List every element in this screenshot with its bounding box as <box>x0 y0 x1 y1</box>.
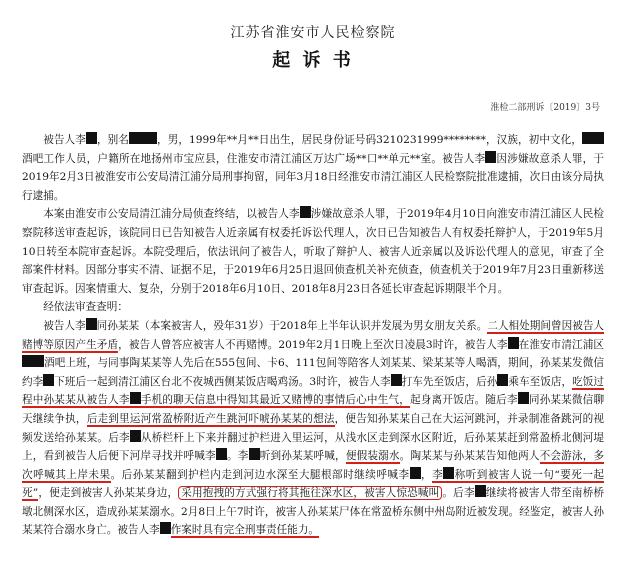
text-run: 打车先至饭店，后孙 <box>401 375 498 388</box>
text-run: ， <box>420 468 433 481</box>
text-run: 酒吧工作人员，户籍所在地扬州市宝应县，住淮安市清江浦区万达广场**口**单元**室。被告人李 <box>22 152 486 165</box>
text-run: 。后孙某某翻到护栏内走到河边水深至大腿根部时继续呼喊李 <box>110 468 410 481</box>
text-run: ，男，1999年**月**日出生，居民身份证号码3210231999********，汉族，初中文化， <box>156 134 583 146</box>
redaction-block <box>130 430 141 442</box>
highlighted-phrase: 便假装溺水 <box>345 450 400 463</box>
issuing-organization: 江苏省淮安市人民检察院 <box>230 25 396 41</box>
text-run: 。李 <box>226 450 249 463</box>
redaction-block <box>216 448 227 460</box>
text-run: 酒吧上班，与同事陶某某等人先后在555包间、卡6、111包间等陪客人刘某某、梁某某等人喝酒，期间，孙某某发微信约李 <box>22 357 604 388</box>
text-run: 涉嫌故意杀人罪，于2019年4月10日向淮安市清江浦区人民检察院移送审查起诉，该院同日已告知被告人近亲属有权委托诉讼代理人，次日已告知被告人有权委托辩护人，于2019年5月10日转至本院审查起诉。本院受理后，依法讯问了被告人，听取了辩护人、被害人近亲属以及诉讼代理人的意见，审查了全部案件材料。因部分事实不清、证据不足，于2019年6月25日退回侦查机关补充侦查，侦查机关于2019年7月23日重新移送审查起诉。因案情重大、复杂，分别于2018年6月10日、2018年8月23日各延长审查起诉期限半个月。 <box>22 208 604 295</box>
redaction-block <box>130 392 141 404</box>
text-run: 听到孙某某呼喊， <box>259 450 346 463</box>
paragraph-defendant-info <box>22 131 604 205</box>
text-run: 本案由淮安市公安局清江浦分局侦查终结，以被告人李 <box>43 208 300 221</box>
text-run: 被告人李 <box>43 319 86 332</box>
redaction-block <box>582 132 604 144</box>
redaction-block <box>410 467 421 479</box>
text-run: 手机的聊天信息中得知其最近又赌博的事情后心中生气， <box>140 394 410 407</box>
document-number: 淮检二部刑诉〔2019〕3号 <box>490 103 600 113</box>
redaction-block <box>160 522 171 534</box>
redaction-block <box>518 392 529 404</box>
redaction-block <box>249 448 260 460</box>
text-run: 。陶某某与孙某某告知他两人 <box>399 450 540 463</box>
boxed-phrase: 采用抱拽的方式强行将其拖往深水区，被害人惊恐喊叫 <box>178 486 442 500</box>
redaction-block <box>22 355 44 367</box>
redaction-block <box>391 374 402 386</box>
text-run: ，别名 <box>96 134 129 146</box>
text-run: 在淮安市清江浦区 <box>518 338 605 351</box>
text-run: 同孙某某微信聊天继续争执， <box>22 394 605 425</box>
redaction-block <box>475 485 486 497</box>
text-run: 同孙某某（本案被害人，殁年31岁）于2018年上半年认识并发展为男女朋友关系。 <box>96 319 488 332</box>
text-run: 从桥栏杆上下来并翻过护栏进入里运河，从浅水区走到深水区附近，后孙某某赶到常盈桥北侧河堤上，看到被告人后便下河岸寻找并呼喊李 <box>22 431 605 463</box>
redaction-block <box>86 132 97 144</box>
redaction-block <box>443 467 454 479</box>
paragraph-procedure <box>22 205 604 298</box>
text-run: 称听到被害人说一句“要死一起死” <box>22 468 605 500</box>
text-run: 李 <box>432 468 444 481</box>
redaction-block <box>43 374 54 386</box>
text-run: ，便走到被害人孙某某身边， <box>38 487 179 500</box>
redaction-block <box>485 151 496 163</box>
highlighted-phrase: 后走到里运河常盈桥附近产生跳河吓唬孙某某的想法 <box>86 412 335 425</box>
text-run: 起身离开饭店。随后李 <box>410 394 518 407</box>
highlighted-phrase: 作案时具有完全刑事责任能力。 <box>170 524 320 537</box>
text-run: 吃饭过程中孙某某从被告人李 <box>22 375 605 407</box>
redaction-block <box>508 337 519 349</box>
document-body <box>22 131 604 540</box>
text-run: 乘车至饭店， <box>508 375 573 388</box>
redaction-block <box>86 318 97 330</box>
text-run: 下班后一起到清江浦区台北不夜城西侧某饭店喝鸡汤。3时许，被告人李 <box>54 375 391 388</box>
text-run: 继续将被害人带至南桥桥墩北侧深水区，造成孙某某溺水。2月8日上午7时许，被害人孙某某尸体在常盈桥东侧中州岛附近被发现。经鉴定，被害人孙某某符合溺水身亡。被告人李 <box>22 487 605 537</box>
paragraph-facts <box>22 317 604 540</box>
redaction-block <box>129 132 157 144</box>
text-run: 被告人李 <box>43 134 86 146</box>
text-run: ，被告人曾答应被害人不再赌博。2019年2月1日晚上至次日凌晨3时许，被告人李 <box>118 338 508 351</box>
text-run: ，便告知孙某某自己在大运河跳河，并录制准备跳河的视频发送给孙某某。后李 <box>22 412 604 444</box>
highlighted-phrase: 不会游泳，多次呼喊其上岸未果 <box>22 450 605 481</box>
highlighted-phrase: 二人相处期间曾因被告人赌博等原因产生矛盾 <box>22 319 605 351</box>
paragraph-findings-intro: 经依法审查查明： <box>43 301 128 314</box>
text-run: 因涉嫌故意杀人罪，于2019年2月3日被淮安市公安局清江浦分局刑事拘留，同年3月18日经淮安市清江浦区人民检察院批准逮捕，次日由该分局执行逮捕。 <box>22 152 605 202</box>
text-run: 。后李 <box>442 487 475 500</box>
redaction-block <box>497 374 508 386</box>
redaction-block <box>300 206 311 218</box>
document-title: 起 诉 书 <box>272 50 354 71</box>
